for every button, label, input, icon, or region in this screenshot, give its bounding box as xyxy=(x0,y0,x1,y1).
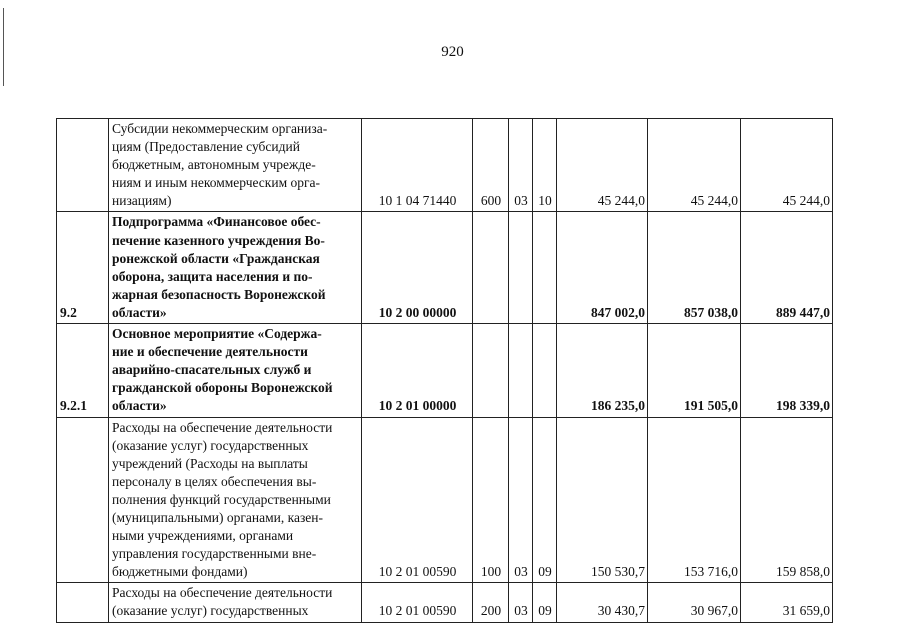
section-code xyxy=(509,324,533,417)
subsection-code: 09 xyxy=(533,583,557,622)
section-code: 03 xyxy=(509,119,533,212)
expense-type-code: 200 xyxy=(473,583,509,622)
target-article-code: 10 2 01 00590 xyxy=(362,417,473,583)
section-code: 03 xyxy=(509,583,533,622)
subsection-code xyxy=(533,324,557,417)
row-description: Расходы на обеспечение деятельности (оказание услуг) государственных учреждений (Расходы на выплаты персоналу в целях обеспечения вы- полнения функций государственными (муниципальными) органами, казен- ными учреждениями, органами управления государственными вне- бюджетными фондами) xyxy=(109,417,362,583)
amount-year-1: 30 430,7 xyxy=(557,583,648,622)
section-code xyxy=(509,212,533,324)
subsection-code: 09 xyxy=(533,417,557,583)
amount-year-3: 31 659,0 xyxy=(741,583,833,622)
amount-year-3: 159 858,0 xyxy=(741,417,833,583)
amount-year-1: 847 002,0 xyxy=(557,212,648,324)
table-row xyxy=(57,583,833,622)
row-number: 9.2.1 xyxy=(57,324,109,417)
amount-year-1: 45 244,0 xyxy=(557,119,648,212)
page-number: 920 xyxy=(441,44,464,60)
amount-year-2: 30 967,0 xyxy=(648,583,741,622)
target-article-code: 10 2 00 00000 xyxy=(362,212,473,324)
expense-type-code: 100 xyxy=(473,417,509,583)
table-row xyxy=(57,119,833,212)
expense-type-code xyxy=(473,212,509,324)
amount-year-1: 186 235,0 xyxy=(557,324,648,417)
row-description: Субсидии некоммерческим организа- циям (Предоставление субсидий бюджетным, автономным учрежде- ниям и иным некоммерческим орга- низациям) xyxy=(109,119,362,212)
row-number xyxy=(57,583,109,622)
target-article-code: 10 2 01 00000 xyxy=(362,324,473,417)
row-description: Основное мероприятие «Содержа- ние и обеспечение деятельности аварийно-спасательных служб и гражданской обороны Воронежской области» xyxy=(109,324,362,417)
amount-year-1: 150 530,7 xyxy=(557,417,648,583)
amount-year-3: 889 447,0 xyxy=(741,212,833,324)
row-description: Расходы на обеспечение деятельности (оказание услуг) государственных xyxy=(109,583,362,622)
amount-year-2: 45 244,0 xyxy=(648,119,741,212)
row-number: 9.2 xyxy=(57,212,109,324)
expense-type-code xyxy=(473,324,509,417)
target-article-code: 10 2 01 00590 xyxy=(362,583,473,622)
subsection-code: 10 xyxy=(533,119,557,212)
section-code: 03 xyxy=(509,417,533,583)
expense-type-code: 600 xyxy=(473,119,509,212)
amount-year-3: 198 339,0 xyxy=(741,324,833,417)
subsection-code xyxy=(533,212,557,324)
amount-year-2: 191 505,0 xyxy=(648,324,741,417)
budget-table xyxy=(56,118,833,623)
table-row xyxy=(57,417,833,583)
row-description: Подпрограмма «Финансовое обес- печение казенного учреждения Во- ронежской области «Гражданская оборона, защита населения и по- жарная безопасность Воронежской области» xyxy=(109,212,362,324)
amount-year-3: 45 244,0 xyxy=(741,119,833,212)
row-number xyxy=(57,417,109,583)
table-row xyxy=(57,324,833,417)
table-row xyxy=(57,212,833,324)
target-article-code: 10 1 04 71440 xyxy=(362,119,473,212)
amount-year-2: 153 716,0 xyxy=(648,417,741,583)
amount-year-2: 857 038,0 xyxy=(648,212,741,324)
row-number xyxy=(57,119,109,212)
